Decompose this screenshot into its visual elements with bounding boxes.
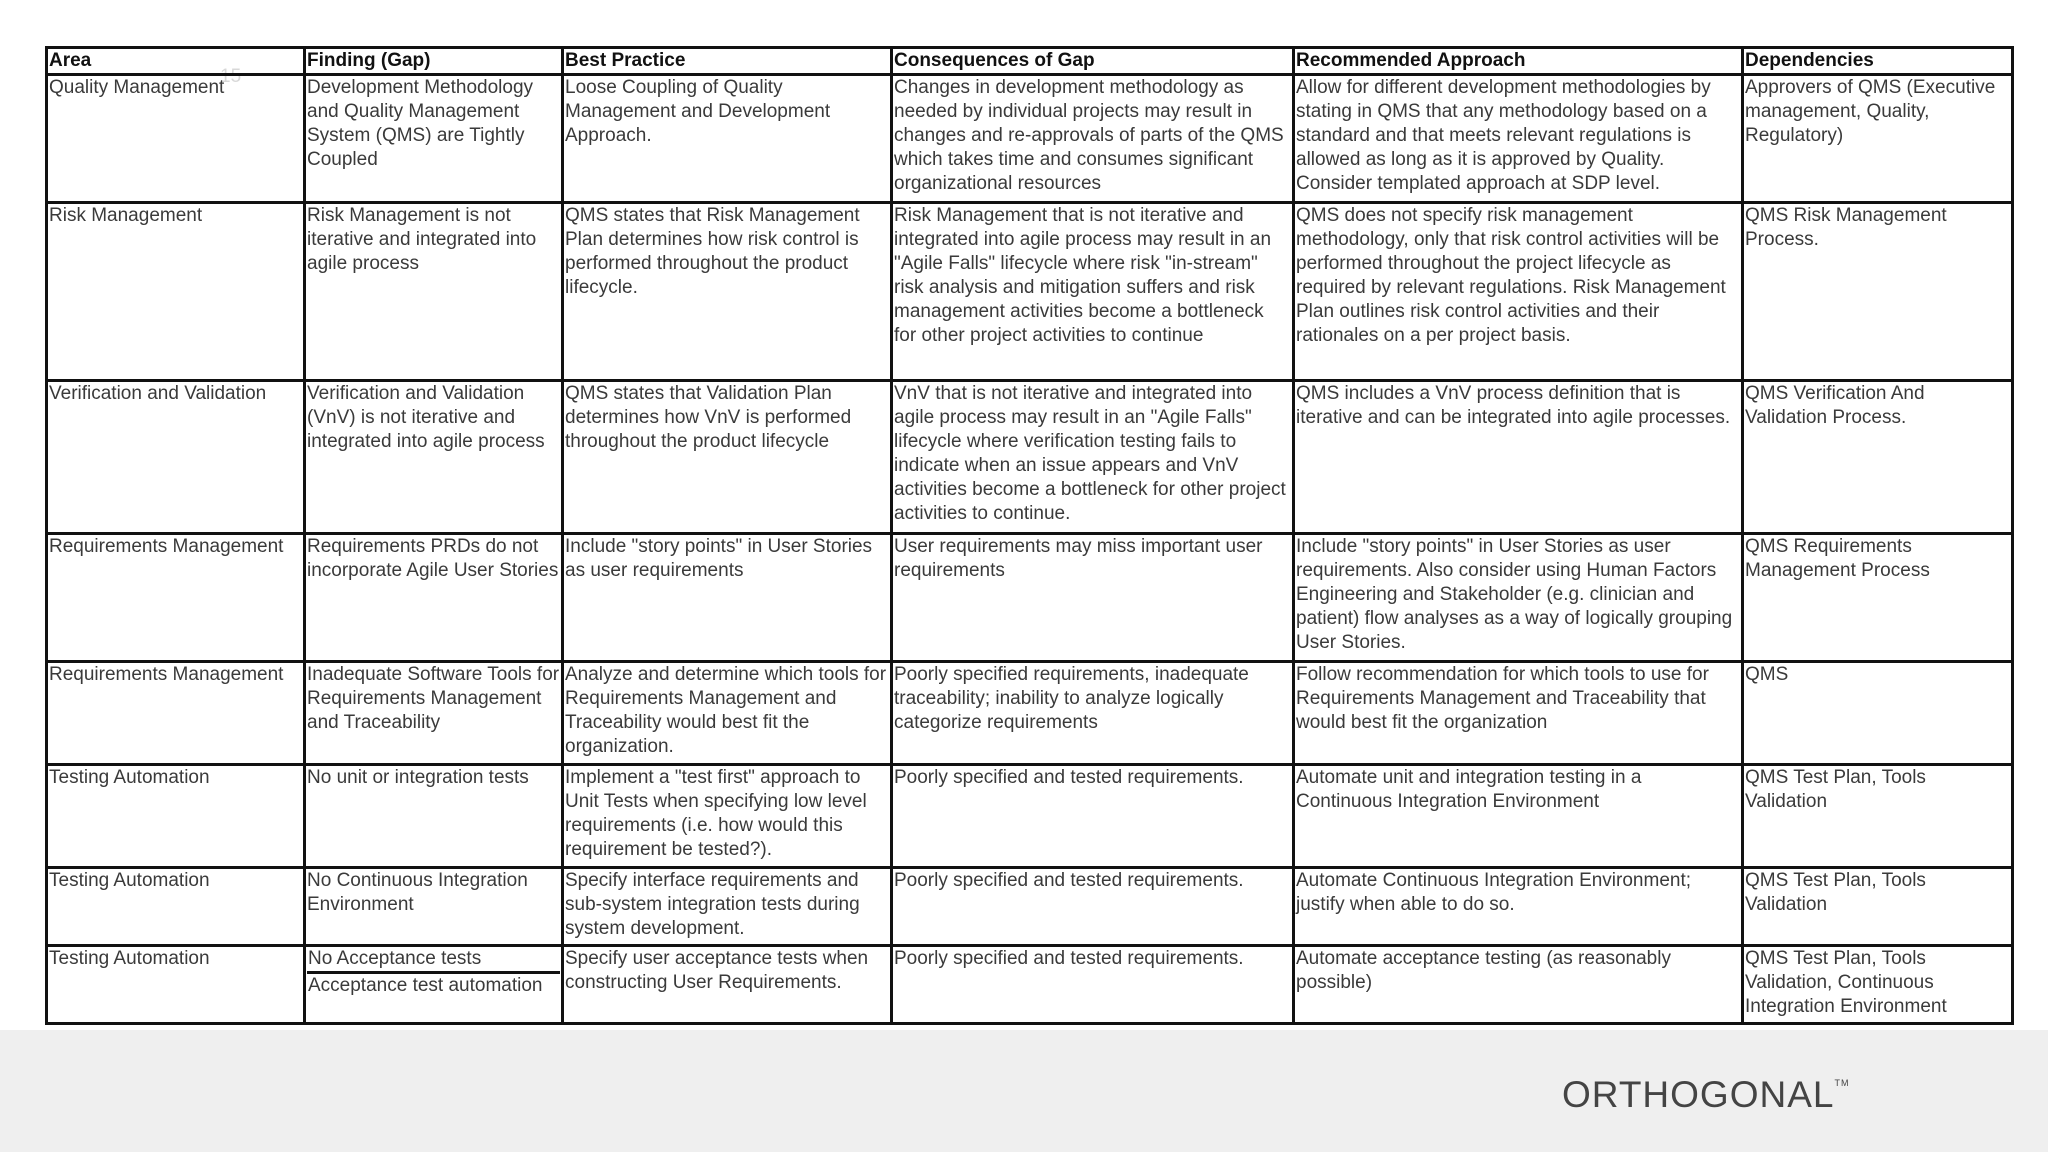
cell-area: Verification and Validation bbox=[47, 381, 305, 534]
cell-dependencies: QMS Test Plan, Tools Validation bbox=[1743, 868, 2013, 946]
cell-finding: Requirements PRDs do not incorporate Agile User Stories bbox=[305, 534, 563, 662]
cell-dependencies: QMS Test Plan, Tools Validation bbox=[1743, 765, 2013, 868]
cell-best-practice: Include "story points" in User Stories as user requirements bbox=[563, 534, 892, 662]
cell-area: Testing Automation bbox=[47, 868, 305, 946]
header-best-practice: Best Practice bbox=[563, 48, 892, 75]
cell-area: Testing Automation bbox=[47, 765, 305, 868]
cell-finding: No Continuous Integration Environment bbox=[305, 868, 563, 946]
cell-consequences: VnV that is not iterative and integrated into agile process may result in an "Agile Falls" lifecycle where verification testing fails to indicate when an issue appears and VnV activities become a bottleneck for other project activities to continue. bbox=[892, 381, 1294, 534]
table-row bbox=[47, 381, 2013, 534]
cell-dependencies: QMS Verification And Validation Process. bbox=[1743, 381, 2013, 534]
cell-recommended: QMS includes a VnV process definition that is iterative and can be integrated into agile processes. bbox=[1294, 381, 1743, 534]
cell-recommended: Include "story points" in User Stories as user requirements. Also consider using Human Factors Engineering and Stakeholder (e.g. clinician and patient) flow analyses as a way of logically grouping User Stories. bbox=[1294, 534, 1743, 662]
header-finding: Finding (Gap) bbox=[305, 48, 563, 75]
cell-finding-split bbox=[305, 946, 563, 1024]
cell-recommended: Allow for different development methodologies by stating in QMS that any methodology based on a standard and that meets relevant regulations is allowed as long as it is approved by Quality. Consider templated approach at SDP level. bbox=[1294, 75, 1743, 203]
gap-analysis-table bbox=[45, 46, 2014, 1025]
cell-finding: Verification and Validation (VnV) is not iterative and integrated into agile process bbox=[305, 381, 563, 534]
cell-area: Testing Automation bbox=[47, 946, 305, 1024]
cell-consequences: Poorly specified and tested requirements. bbox=[892, 946, 1294, 1024]
cell-consequences: Poorly specified and tested requirements. bbox=[892, 868, 1294, 946]
watermark-number: 15 bbox=[220, 66, 242, 87]
orthogonal-logo bbox=[1562, 1074, 1849, 1116]
cell-best-practice: Specify user acceptance tests when constructing User Requirements. bbox=[563, 946, 892, 1024]
cell-consequences: Risk Management that is not iterative and integrated into agile process may result in an "Agile Falls" lifecycle where risk "in-stream" risk analysis and mitigation suffers and risk management activities become a bottleneck for other project activities to continue bbox=[892, 203, 1294, 381]
header-dependencies: Dependencies bbox=[1743, 48, 2013, 75]
cell-dependencies: QMS bbox=[1743, 662, 2013, 765]
table-row bbox=[47, 765, 2013, 868]
table-row bbox=[47, 662, 2013, 765]
cell-finding: No unit or integration tests bbox=[305, 765, 563, 868]
header-area: Area bbox=[47, 48, 305, 75]
cell-recommended: Automate acceptance testing (as reasonably possible) bbox=[1294, 946, 1743, 1024]
table-row bbox=[47, 75, 2013, 203]
cell-consequences: Poorly specified and tested requirements. bbox=[892, 765, 1294, 868]
cell-best-practice: Loose Coupling of Quality Management and Development Approach. bbox=[563, 75, 892, 203]
cell-dependencies: Approvers of QMS (Executive management, Quality, Regulatory) bbox=[1743, 75, 2013, 203]
cell-finding: Development Methodology and Quality Management System (QMS) are Tightly Coupled bbox=[305, 75, 563, 203]
cell-best-practice: Implement a "test first" approach to Unit Tests when specifying low level requirements (i.e. how would this requirement be tested?). bbox=[563, 765, 892, 868]
cell-finding-extra: Acceptance test automation bbox=[308, 975, 543, 996]
header-consequences: Consequences of Gap bbox=[892, 48, 1294, 75]
cell-consequences: User requirements may miss important user requirements bbox=[892, 534, 1294, 662]
logo-trademark: TM bbox=[1834, 1078, 1850, 1088]
cell-consequences: Poorly specified requirements, inadequate traceability; inability to analyze logically categorize requirements bbox=[892, 662, 1294, 765]
cell-recommended: QMS does not specify risk management methodology, only that risk control activities will be performed throughout the project lifecycle as required by relevant regulations. Risk Management Plan outlines risk control activities and their rationales on a per project basis. bbox=[1294, 203, 1743, 381]
logo-text: ORTHOGONAL bbox=[1562, 1074, 1835, 1115]
cell-recommended: Automate Continuous Integration Environment; justify when able to do so. bbox=[1294, 868, 1743, 946]
cell-area: Risk Management bbox=[47, 203, 305, 381]
cell-area: Requirements Management bbox=[47, 534, 305, 662]
table-row bbox=[47, 946, 2013, 1024]
cell-finding: Risk Management is not iterative and integrated into agile process bbox=[305, 203, 563, 381]
cell-recommended: Follow recommendation for which tools to use for Requirements Management and Traceability that would best fit the organization bbox=[1294, 662, 1743, 765]
cell-dependencies: QMS Risk Management Process. bbox=[1743, 203, 2013, 381]
table-row bbox=[47, 203, 2013, 381]
cell-dependencies: QMS Test Plan, Tools Validation, Continuous Integration Environment bbox=[1743, 946, 2013, 1024]
cell-area: Quality Management bbox=[47, 75, 305, 203]
cell-consequences: Changes in development methodology as needed by individual projects may result in changes and re-approvals of parts of the QMS which takes time and consumes significant organizational resources bbox=[892, 75, 1294, 203]
header-recommended: Recommended Approach bbox=[1294, 48, 1743, 75]
cell-finding: Inadequate Software Tools for Requirements Management and Traceability bbox=[305, 662, 563, 765]
cell-best-practice: Analyze and determine which tools for Requirements Management and Traceability would best fit the organization. bbox=[563, 662, 892, 765]
table-row bbox=[47, 534, 2013, 662]
table-header-row bbox=[47, 48, 2013, 75]
cell-recommended: Automate unit and integration testing in a Continuous Integration Environment bbox=[1294, 765, 1743, 868]
cell-dependencies: QMS Requirements Management Process bbox=[1743, 534, 2013, 662]
cell-finding: No Acceptance tests bbox=[307, 947, 560, 974]
table-row bbox=[47, 868, 2013, 946]
cell-best-practice: QMS states that Risk Management Plan determines how risk control is performed throughout the product lifecycle. bbox=[563, 203, 892, 381]
cell-best-practice: QMS states that Validation Plan determines how VnV is performed throughout the product lifecycle bbox=[563, 381, 892, 534]
cell-area: Requirements Management bbox=[47, 662, 305, 765]
cell-best-practice: Specify interface requirements and sub-system integration tests during system development. bbox=[563, 868, 892, 946]
